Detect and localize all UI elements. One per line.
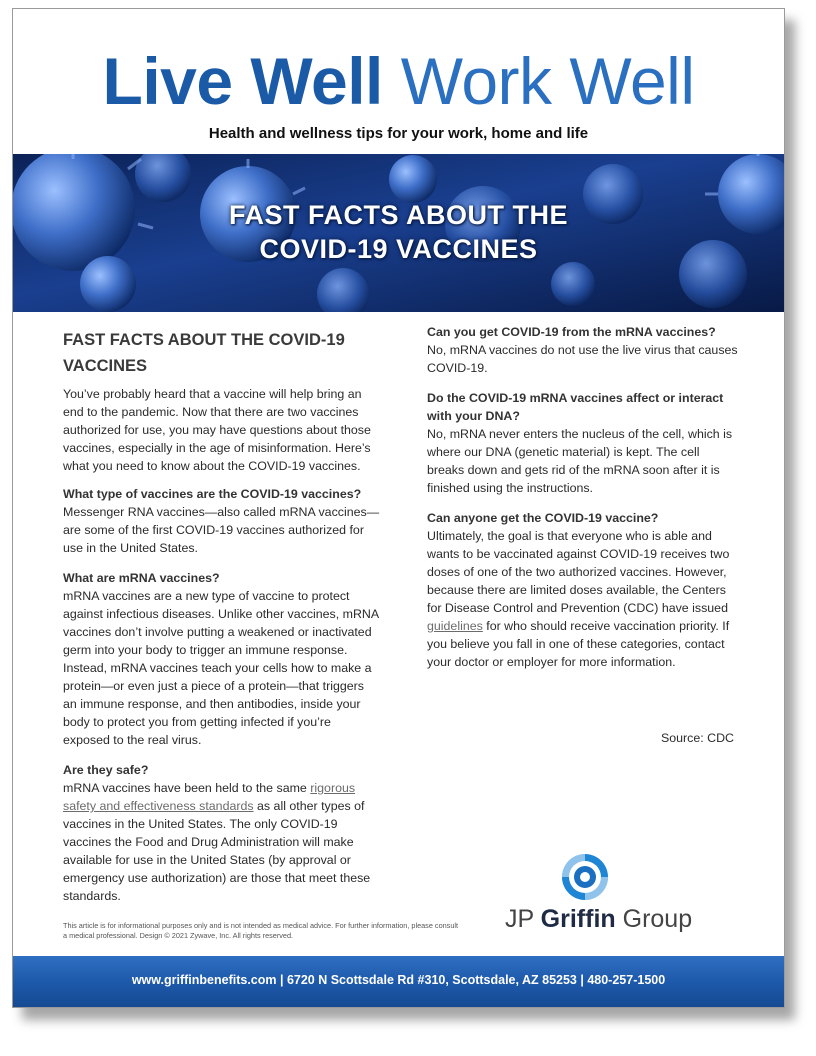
answer-vaccine-type: Messenger RNA vaccines—also called mRNA vaccines—are some of the first COVID-19 vaccines authorized for use in the United States.: [63, 505, 380, 555]
question-vaccine-type: What type of vaccines are the COVID-19 vaccines?: [63, 487, 362, 501]
question-who-can-get-vaccine: Can anyone get the COVID-19 vaccine?: [427, 511, 659, 525]
logo-bold: Griffin: [540, 905, 616, 933]
right-column: [427, 323, 739, 683]
guidelines-link[interactable]: guidelines: [427, 619, 483, 633]
hero-title: [13, 198, 784, 266]
answer-who-text-1: Ultimately, the goal is that everyone who is able and wants to be vaccinated against COVID-19 receives two doses of one of the two authorized vaccines. However, because there are limited doses available, the Centers for Disease Control and Prevention (CDC) have issued: [427, 529, 730, 615]
question-are-they-safe: Are they safe?: [63, 763, 149, 777]
masthead-title-light: Work Well: [400, 44, 695, 118]
newsletter-page: [12, 8, 785, 1008]
masthead-tagline: Health and wellness tips for your work, home and life: [208, 125, 589, 142]
masthead-title: [13, 45, 784, 117]
answer-get-covid-from-vaccine: No, mRNA vaccines do not use the live virus that causes COVID-19.: [427, 343, 738, 375]
disclaimer-text: This article is for informational purposes only and is not intended as medical advice. For further information, please consult a medical professional. Design © 2021 Zywave, Inc. All rights reserved.: [63, 921, 459, 940]
masthead-title-bold: Live Well: [102, 44, 383, 118]
source-citation: Source: CDC: [661, 731, 734, 745]
intro-paragraph: You’ve probably heard that a vaccine will help bring an end to the pandemic. Now that there are two vaccines authorized for use, you may have questions about those vaccines, especially in the age of misinformation. Here’s what you need to know about the COVID-19 vaccines.: [63, 387, 371, 473]
question-get-covid-from-vaccine: Can you get COVID-19 from the mRNA vaccines?: [427, 325, 716, 339]
answer-are-they-safe: [63, 779, 381, 905]
safety-standards-link[interactable]: rigorous safety and effectiveness standards: [63, 781, 356, 813]
article-heading: FAST FACTS ABOUT THE COVID-19 VACCINES: [63, 331, 345, 375]
answer-dna-interaction: No, mRNA never enters the nucleus of the cell, which is where our DNA (genetic material) is kept. The cell breaks down and gets rid of the mRNA soon after it is finished using the instructions.: [427, 427, 733, 495]
company-logo: [505, 851, 693, 941]
footer-contact: www.griffinbenefits.com | 6720 N Scottsdale Rd #310, Scottsdale, AZ 85253 | 480-257-1500: [131, 973, 666, 987]
question-what-are-mrna: What are mRNA vaccines?: [63, 571, 220, 585]
logo-wordmark: [505, 905, 693, 934]
logo-suffix: Group: [615, 905, 693, 933]
answer-who-text-2: for who should receive vaccination priority. If you believe you fall in one of these categories, contact your doctor or employer for more information.: [427, 619, 730, 669]
answer-safe-text-2: as all other types of vaccines in the United States. The only COVID-19 vaccines the Food and Drug Administration will make available for use in the United States (by approval or emergency use authorization) are those that meet these standards.: [63, 799, 371, 903]
logo-prefix: JP: [505, 905, 541, 933]
footer-bar: [13, 956, 784, 1008]
answer-safe-text-1: mRNA vaccines have been held to the same: [63, 781, 307, 795]
hero-title-line-2: COVID-19 VACCINES: [259, 234, 538, 264]
question-dna-interaction: Do the COVID-19 mRNA vaccines affect or interact with your DNA?: [427, 391, 724, 423]
left-column: [63, 327, 381, 917]
hero-title-line-1: FAST FACTS ABOUT THE: [229, 200, 568, 230]
answer-who-can-get-vaccine: [427, 527, 739, 671]
answer-what-are-mrna: mRNA vaccines are a new type of vaccine to protect against infectious diseases. Unlike other vaccines, mRNA vaccines don’t involve putting a weakened or inactivated germ into your body to trigger an immune response. Instead, mRNA vaccines teach your cells how to make a protein—or even just a piece of a protein—that triggers an immune response, and then antibodies, inside your body to protect you from getting infected if you’re exposed to the real virus.: [63, 589, 379, 747]
swirl-logo-icon: [505, 851, 685, 903]
hero-banner: [13, 154, 784, 312]
